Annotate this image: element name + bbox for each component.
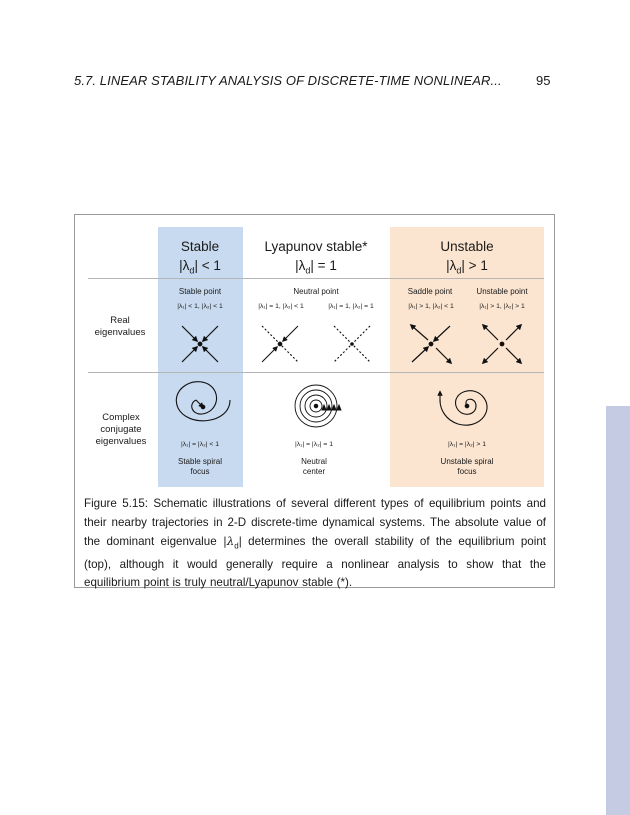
label-unstable-spiral-focus: Unstable spiral focus (440, 457, 494, 476)
eig-stable-complex: |λ₁| = |λ₂| < 1 (180, 441, 220, 448)
eig-neutral-real-a: |λ₁| = 1, |λ₂| < 1 (258, 303, 304, 310)
side-tab (606, 406, 630, 815)
column-header-lyapunov: Lyapunov stable* $|\lambda_d| = 1$ (264, 239, 368, 276)
eig-neutral-real-b: |λ₁| = 1, |λ₂| = 1 (328, 303, 374, 310)
running-head: 5.7. LINEAR STABILITY ANALYSIS OF DISCRETE-TIME NONLINEAR... (74, 73, 502, 88)
row-label-complex: Complex conjugate eigenvalues (95, 412, 147, 447)
page-number: 95 (536, 73, 551, 88)
label-unstable-point: Unstable point (476, 287, 528, 296)
eig-unstable-real: |λ₁| > 1, |λ₂| > 1 (479, 303, 525, 310)
row-label-real: Real eigenvalues (94, 315, 146, 338)
label-neutral-center: Neutral center (301, 457, 327, 476)
label-neutral-point: Neutral point (293, 287, 339, 296)
eig-stable-real: |λ₁| < 1, |λ₂| < 1 (177, 303, 223, 310)
label-saddle-point: Saddle point (407, 287, 453, 296)
eig-unstable-complex: |λ₁| = |λ₂| > 1 (447, 441, 487, 448)
column-header-unstable: Unstable $|\lambda_d| > 1$ (440, 239, 494, 276)
label-stable-point: Stable point (178, 287, 222, 296)
eig-neutral-complex: |λ₁| = |λ₂| = 1 (294, 441, 334, 448)
column-header-stable: Stable $|\lambda_d| < 1$ (179, 239, 221, 276)
eig-saddle-real: |λ₁| > 1, |λ₂| < 1 (408, 303, 454, 310)
figure-caption: Figure 5.15: Schematic illustrations of several different types of equilibrium points and their nearby trajectories in 2-D discrete-time dynamical systems. The absolute value of the dominant eigenvalue $|\lambda_d|$ determines the overall stability of the equilibrium point (top), although it would generally require a nonlinear analysis to show that the equilibrium point is truly neutral/Lyapunov stable (*). (84, 497, 546, 590)
label-stable-spiral-focus: Stable spiral focus (177, 457, 223, 476)
row-divider (88, 372, 544, 373)
